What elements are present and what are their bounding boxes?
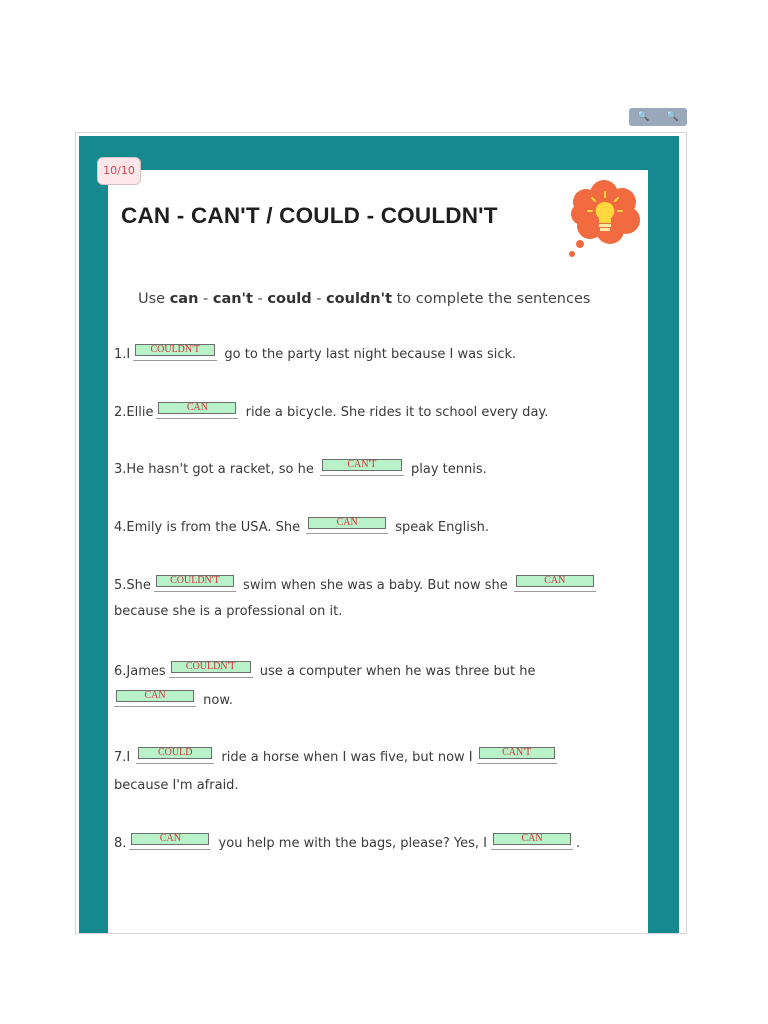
sentence-3: 3.He hasn't got a racket, so he CAN'T play tennis. xyxy=(114,459,487,477)
answer-field[interactable]: COULD xyxy=(136,747,214,764)
answer-field[interactable]: CAN'T xyxy=(320,459,404,476)
answer-field[interactable]: COULDN'T xyxy=(169,661,253,678)
answer-field[interactable]: CAN'T xyxy=(477,747,557,764)
answer-field[interactable]: COULDN'T xyxy=(154,575,236,592)
worksheet-page xyxy=(108,170,648,933)
score-badge: 10/10 xyxy=(97,157,141,185)
sentence-6-line-2: CAN now. xyxy=(111,690,233,710)
answer-field[interactable]: CAN xyxy=(491,833,573,850)
answer-field[interactable]: CAN xyxy=(114,690,196,707)
sentence-6-line-1: 6.James COULDN'T use a computer when he was three but he xyxy=(114,661,536,679)
sentence-8: 8. CAN you help me with the bags, please? Yes, I CAN . xyxy=(114,833,581,851)
answer-field[interactable]: COULDN'T xyxy=(133,344,217,361)
zoom-in-icon[interactable]: 🔍 xyxy=(637,111,650,122)
answer-field[interactable]: CAN xyxy=(514,575,596,592)
worksheet-title: CAN - CAN'T / COULD - COULDN'T xyxy=(121,203,498,228)
sentence-5-line-1: 5.She COULDN'T swim when she was a baby. But now she CAN xyxy=(114,575,599,595)
sentence-1: 1.I COULDN'T go to the party last night because I was sick. xyxy=(114,344,517,362)
lightbulb-icon xyxy=(562,178,648,262)
sentence-7-line-1: 7.I COULD ride a horse when I was five, but now I CAN'T xyxy=(114,747,560,767)
answer-field[interactable]: CAN xyxy=(306,517,388,534)
sentence-2: 2.Ellie CAN ride a bicycle. She rides it to school every day. xyxy=(114,402,549,420)
instructions: Use can - can't - could - couldn't to complete the sentences xyxy=(138,291,591,307)
zoom-controls xyxy=(629,108,687,126)
zoom-out-icon[interactable]: 🔍 xyxy=(666,111,679,122)
answer-field[interactable]: CAN xyxy=(129,833,211,850)
sentence-5-line-2: because she is a professional on it. xyxy=(114,604,343,619)
answer-field[interactable]: CAN xyxy=(156,402,238,419)
sentence-7-line-2: because I'm afraid. xyxy=(114,778,239,793)
sentence-4: 4.Emily is from the USA. She CAN speak English. xyxy=(114,517,490,535)
